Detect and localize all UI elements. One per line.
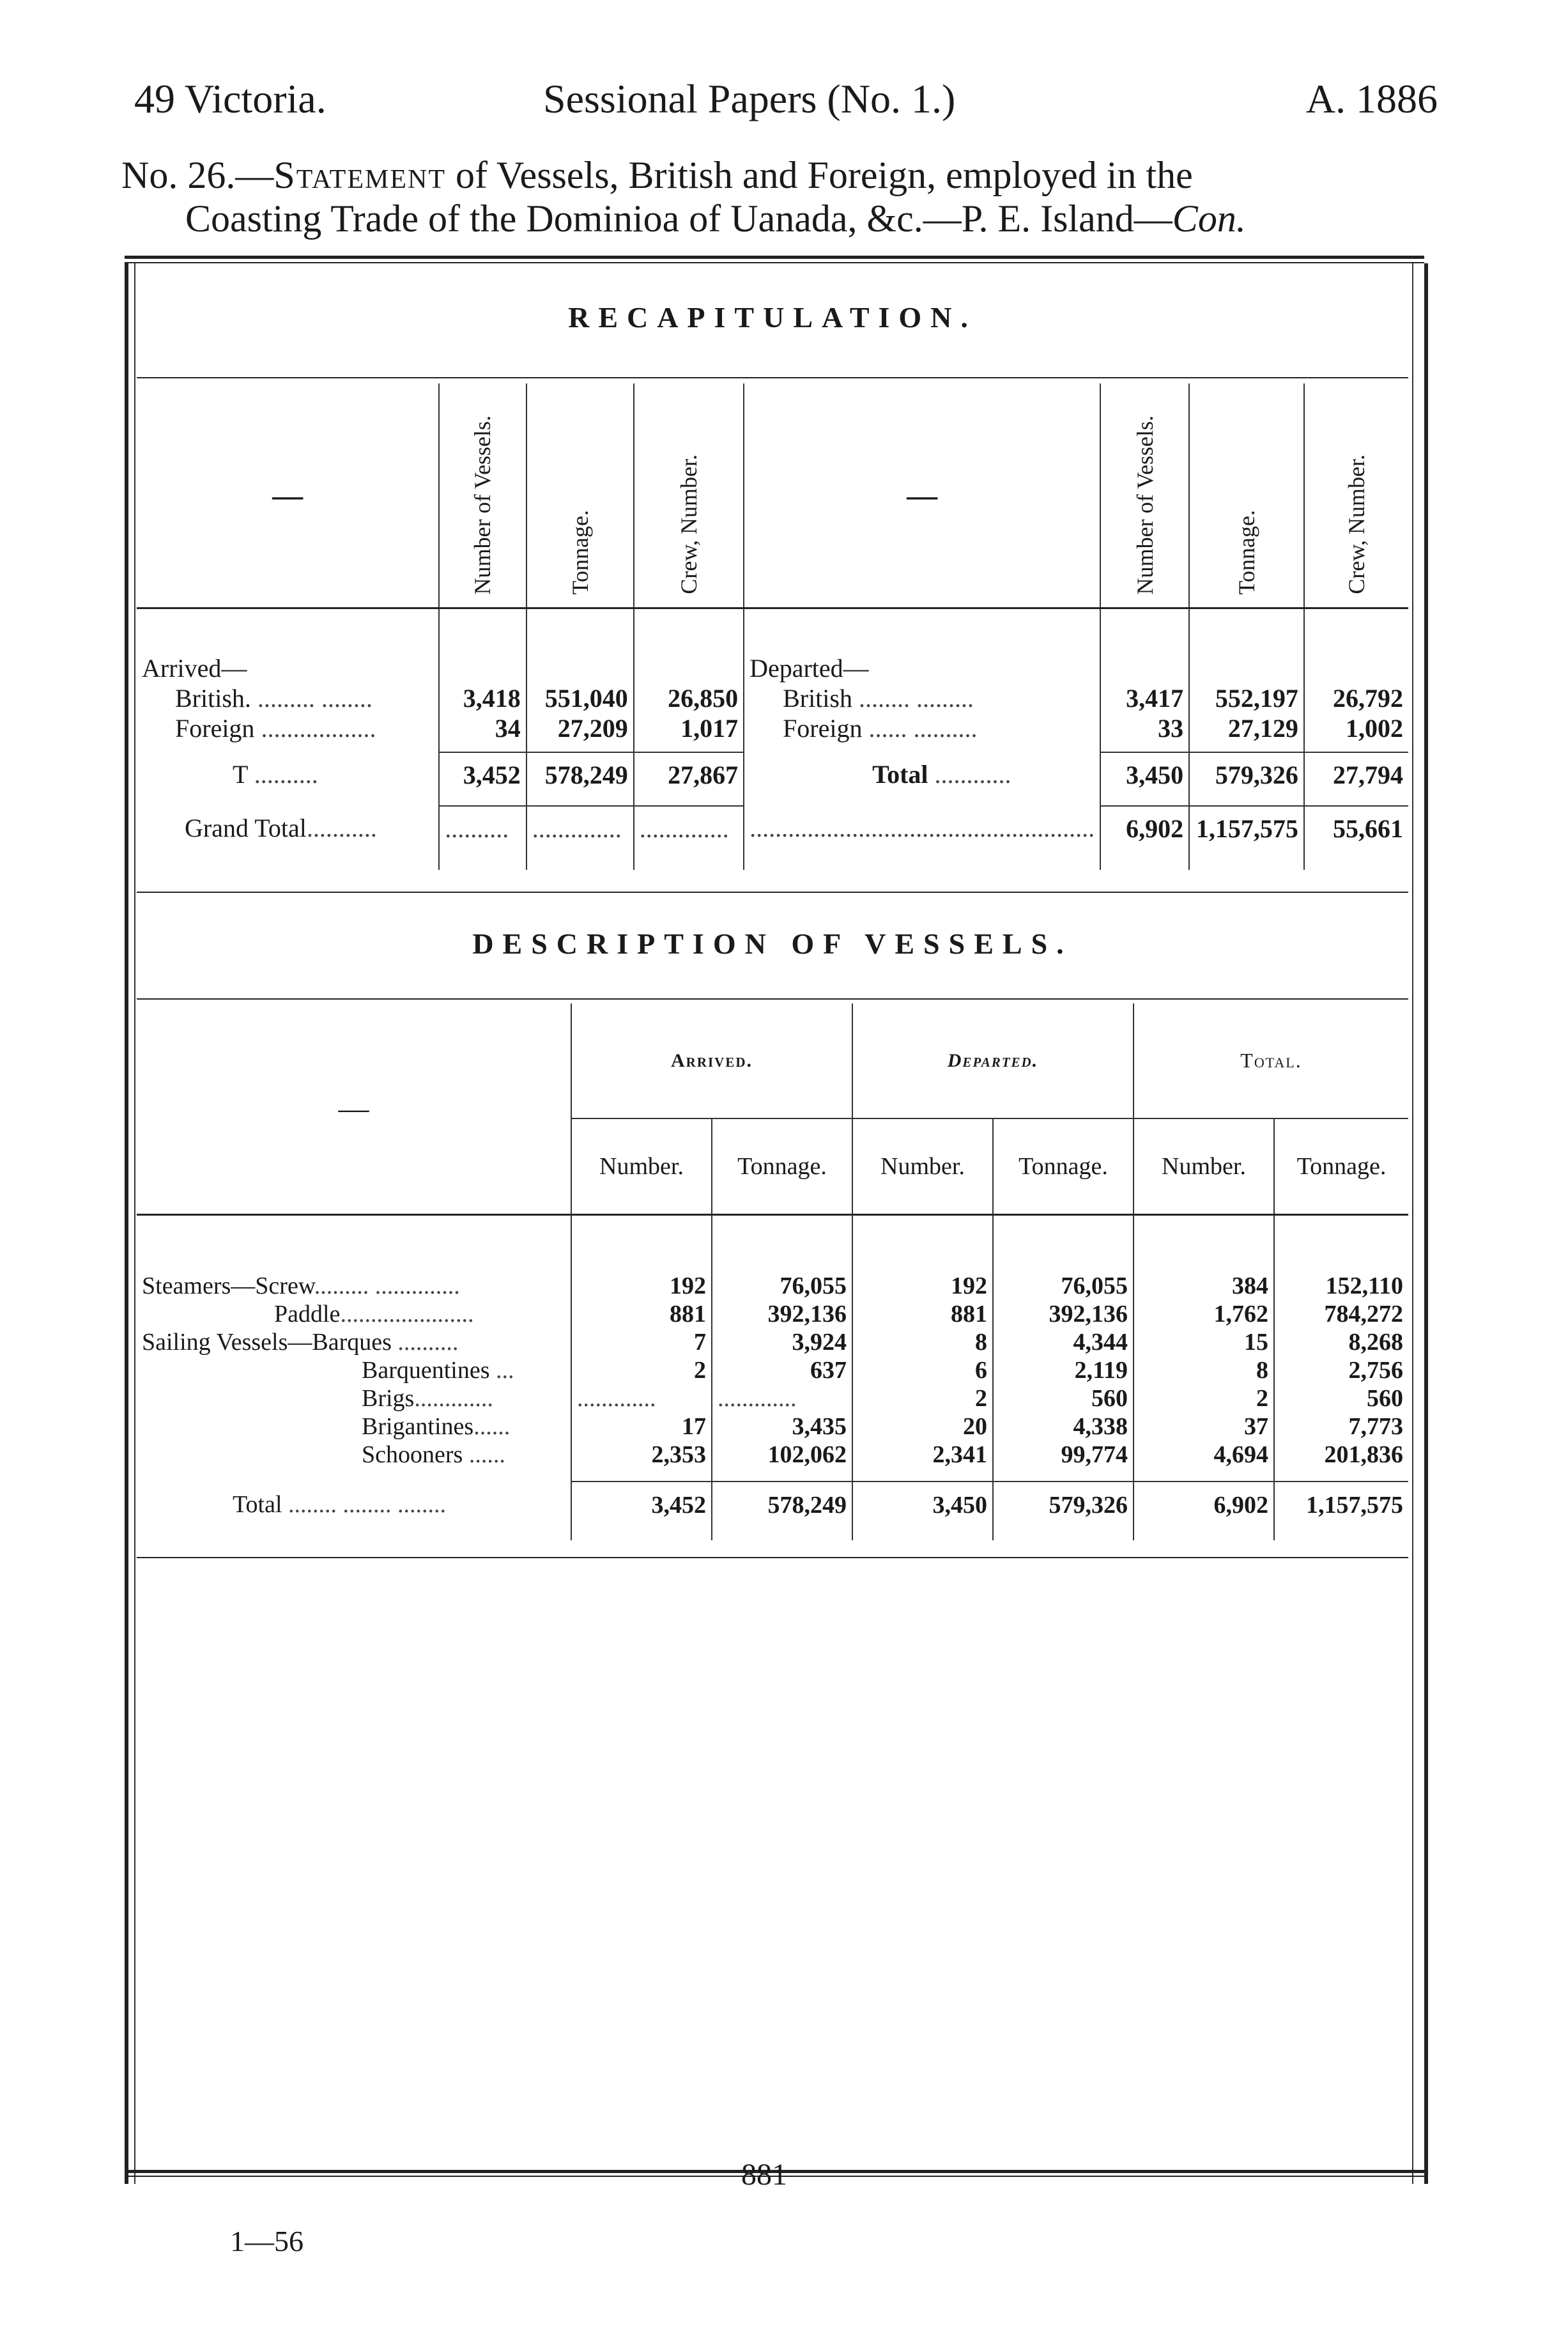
grand-total-crew: 55,661 — [1304, 806, 1408, 851]
running-header — [134, 75, 1438, 139]
tot-number: 384 — [1134, 1272, 1274, 1300]
dep-number: 881 — [852, 1300, 993, 1328]
desc-row: Paddle...................... 881 392,136 881 392,136 1,762 784,272 — [137, 1300, 1408, 1328]
arr-foreign-tonnage: 27,209 — [527, 713, 634, 743]
arr-number: 2,353 — [571, 1441, 712, 1469]
row-label: Sailing Vessels—Barques — [142, 1329, 392, 1356]
arr-british-tonnage: 551,040 — [527, 683, 634, 713]
description-title: DESCRIPTION OF VESSELS. — [472, 927, 1073, 960]
recap-col-crew-dep: Crew, Number. — [1304, 383, 1408, 608]
recap-top-rule — [137, 377, 1408, 378]
dep-foreign-crew: 1,002 — [1304, 713, 1408, 743]
arr-total-tonnage: 578,249 — [712, 1482, 852, 1528]
header-left: 49 Victoria. — [134, 76, 327, 121]
arrived-label: Arrived— — [142, 653, 247, 683]
departed-label: Departed— — [744, 653, 1100, 683]
desc-row: Sailing Vessels—Barques .......... 7 3,924 8 4,344 15 8,268 — [137, 1328, 1408, 1356]
arr-tonnage: 3,435 — [712, 1412, 852, 1441]
recap-spacer-row — [137, 608, 1408, 653]
title-statement: Statement — [273, 154, 446, 196]
tot-number-header: Number. — [1134, 1118, 1274, 1214]
arr-tonnage: 392,136 — [712, 1300, 852, 1328]
recap-col-vessels-dep: Number of Vessels. — [1100, 383, 1189, 608]
recap-col-tonnage-arr: Tonnage. — [527, 383, 634, 608]
foreign-label: Foreign — [175, 713, 255, 743]
tot-number: 2 — [1134, 1384, 1274, 1412]
arr-tonnage: 3,924 — [712, 1328, 852, 1356]
signature-mark: 1—56 — [230, 2225, 304, 2257]
recap-blank-header-left: — — [137, 383, 439, 608]
grand-total-vessels: 6,902 — [1100, 806, 1189, 851]
dep-total-vessels: 3,450 — [1100, 752, 1189, 797]
dep-number: 8 — [852, 1328, 993, 1356]
dep-number: 2 — [852, 1384, 993, 1412]
desc-row: Steamers—Screw......... .............. 192 76,055 192 76,055 384 152,110 — [137, 1272, 1408, 1300]
desc-row: Brigantines...... 17 3,435 20 4,338 37 7,773 — [137, 1412, 1408, 1441]
grand-total-label: Grand Total — [185, 814, 307, 842]
tot-number: 37 — [1134, 1412, 1274, 1441]
total-label-dep: Total — [872, 760, 928, 789]
british-label-dep: British — [783, 683, 852, 713]
dep-number: 2,341 — [852, 1441, 993, 1469]
arr-total-vessels: 3,452 — [439, 752, 526, 797]
dep-tonnage: 99,774 — [993, 1441, 1134, 1469]
dep-total-number: 3,450 — [852, 1482, 993, 1528]
header-center: Sessional Papers (No. 1.) — [543, 76, 956, 121]
dep-number: 6 — [852, 1356, 993, 1384]
recapitulation-table — [137, 383, 1408, 870]
recap-title: RECAPITULATION. — [568, 301, 977, 334]
dep-tonnage: 560 — [993, 1384, 1134, 1412]
arr-tonnage: 76,055 — [712, 1272, 852, 1300]
arr-total-number: 3,452 — [571, 1482, 712, 1528]
tot-tonnage: 560 — [1274, 1384, 1408, 1412]
recap-blank-header-right: — — [744, 383, 1100, 608]
total-label-arr: T — [233, 760, 248, 789]
dep-total-tonnage: 579,326 — [1189, 752, 1304, 797]
arr-number: 17 — [571, 1412, 712, 1441]
british-label: British. — [175, 683, 251, 713]
foreign-label-dep: Foreign — [783, 713, 863, 743]
recap-grand-total-row: Grand Total........... .......... .............. .............. ...................................................... 6,902 1,157,575 55,661 — [137, 806, 1408, 851]
arr-number: 2 — [571, 1356, 712, 1384]
dep-foreign-tonnage: 27,129 — [1189, 713, 1304, 743]
row-label: Barquentines — [362, 1357, 490, 1384]
tot-tonnage: 152,110 — [1274, 1272, 1408, 1300]
arr-number: 192 — [571, 1272, 712, 1300]
description-table — [137, 1003, 1408, 1540]
total-header: Total. — [1134, 1003, 1408, 1118]
tot-tonnage: 2,756 — [1274, 1356, 1408, 1384]
dep-tonnage: 4,338 — [993, 1412, 1134, 1441]
tot-tonnage: 7,773 — [1274, 1412, 1408, 1441]
tot-tonnage: 8,268 — [1274, 1328, 1408, 1356]
desc-bottom-rule — [137, 1557, 1408, 1558]
dep-british-vessels: 3,417 — [1100, 683, 1189, 713]
dep-british-crew: 26,792 — [1304, 683, 1408, 713]
dep-number-header: Number. — [852, 1118, 993, 1214]
page-number: 881 — [741, 2158, 787, 2192]
desc-row: Brigs............. ............. ............. 2 560 2 560 — [137, 1384, 1408, 1412]
header-right: A. 1886 — [1305, 76, 1438, 121]
row-label: Brigs — [362, 1385, 415, 1412]
dep-tonnage: 392,136 — [993, 1300, 1134, 1328]
desc-top-rule — [137, 998, 1408, 1000]
dep-british-tonnage: 552,197 — [1189, 683, 1304, 713]
dep-tonnage: 2,119 — [993, 1356, 1134, 1384]
top-rule — [125, 256, 1424, 259]
departed-header: Departed. — [852, 1003, 1134, 1118]
recap-col-vessels-arr: Number of Vessels. — [439, 383, 526, 608]
row-label: Brigantines — [362, 1413, 474, 1440]
tot-total-number: 6,902 — [1134, 1482, 1274, 1528]
dep-tonnage: 76,055 — [993, 1272, 1134, 1300]
arr-foreign-crew: 1,017 — [634, 713, 744, 743]
grand-total-tonnage: 1,157,575 — [1189, 806, 1304, 851]
row-label: Paddle — [274, 1301, 341, 1327]
recap-col-crew-arr: Crew, Number. — [634, 383, 744, 608]
arr-foreign-vessels: 34 — [439, 713, 526, 743]
arr-british-vessels: 3,418 — [439, 683, 526, 713]
desc-blank-header: — — [137, 1003, 571, 1214]
title-line2-con: Con. — [1172, 197, 1246, 240]
recap-section-label-row — [137, 653, 1408, 683]
arr-number: 881 — [571, 1300, 712, 1328]
arrived-header: Arrived. — [571, 1003, 852, 1118]
dep-foreign-vessels: 33 — [1100, 713, 1189, 743]
dep-number: 20 — [852, 1412, 993, 1441]
desc-row: Schooners ...... 2,353 102,062 2,341 99,774 4,694 201,836 — [137, 1441, 1408, 1469]
dep-tonnage: 4,344 — [993, 1328, 1134, 1356]
arr-total-tonnage: 578,249 — [527, 752, 634, 797]
title-prefix: No. 26.— — [121, 154, 274, 196]
tot-total-tonnage: 1,157,575 — [1274, 1482, 1408, 1528]
tot-number: 1,762 — [1134, 1300, 1274, 1328]
dep-total-crew: 27,794 — [1304, 752, 1408, 797]
dep-number: 192 — [852, 1272, 993, 1300]
title-line1-rest: of Vessels, British and Foreign, employed in the — [445, 154, 1193, 196]
title-line2-main: Coasting Trade of the Dominioa of Uanada, &c.—P. E. Island— — [185, 197, 1172, 240]
desc-row: Barquentines ... 2 637 6 2,119 8 2,756 — [137, 1356, 1408, 1384]
tot-tonnage: 201,836 — [1274, 1441, 1408, 1469]
tot-number: 8 — [1134, 1356, 1274, 1384]
row-label: Schooners — [362, 1441, 463, 1468]
recap-col-tonnage-dep: Tonnage. — [1189, 383, 1304, 608]
arr-british-crew: 26,850 — [634, 683, 744, 713]
tot-number: 15 — [1134, 1328, 1274, 1356]
desc-total-row: Total ........ ........ ........ 3,452 578,249 3,450 579,326 6,902 1,157,575 — [137, 1482, 1408, 1528]
document-title-line2 — [185, 197, 1463, 241]
arr-tonnage: 102,062 — [712, 1441, 852, 1469]
recap-bottom-rule — [137, 892, 1408, 893]
total-label: Total — [233, 1491, 282, 1518]
recap-british-row: British. ......... ........ 3,418 551,040 26,850 British ........ ......... 3,417 552,197 26,792 — [137, 683, 1408, 713]
document-title-line1 — [121, 153, 1450, 197]
tot-tonnage: 784,272 — [1274, 1300, 1408, 1328]
recap-total-row: T .......... 3,452 578,249 27,867 Total ............ 3,450 579,326 27,794 — [137, 752, 1408, 797]
dep-tonnage-header: Tonnage. — [993, 1118, 1134, 1214]
dep-total-tonnage: 579,326 — [993, 1482, 1134, 1528]
arr-total-crew: 27,867 — [634, 752, 744, 797]
tot-number: 4,694 — [1134, 1441, 1274, 1469]
recap-foreign-row: Foreign .................. 34 27,209 1,017 Foreign ...... .......... 33 27,129 1,002 — [137, 713, 1408, 743]
row-label: Steamers—Screw — [142, 1273, 314, 1299]
tot-tonnage-header: Tonnage. — [1274, 1118, 1408, 1214]
arr-tonnage-header: Tonnage. — [712, 1118, 852, 1214]
arr-number: 7 — [571, 1328, 712, 1356]
arr-tonnage: 637 — [712, 1356, 852, 1384]
arr-number-header: Number. — [571, 1118, 712, 1214]
